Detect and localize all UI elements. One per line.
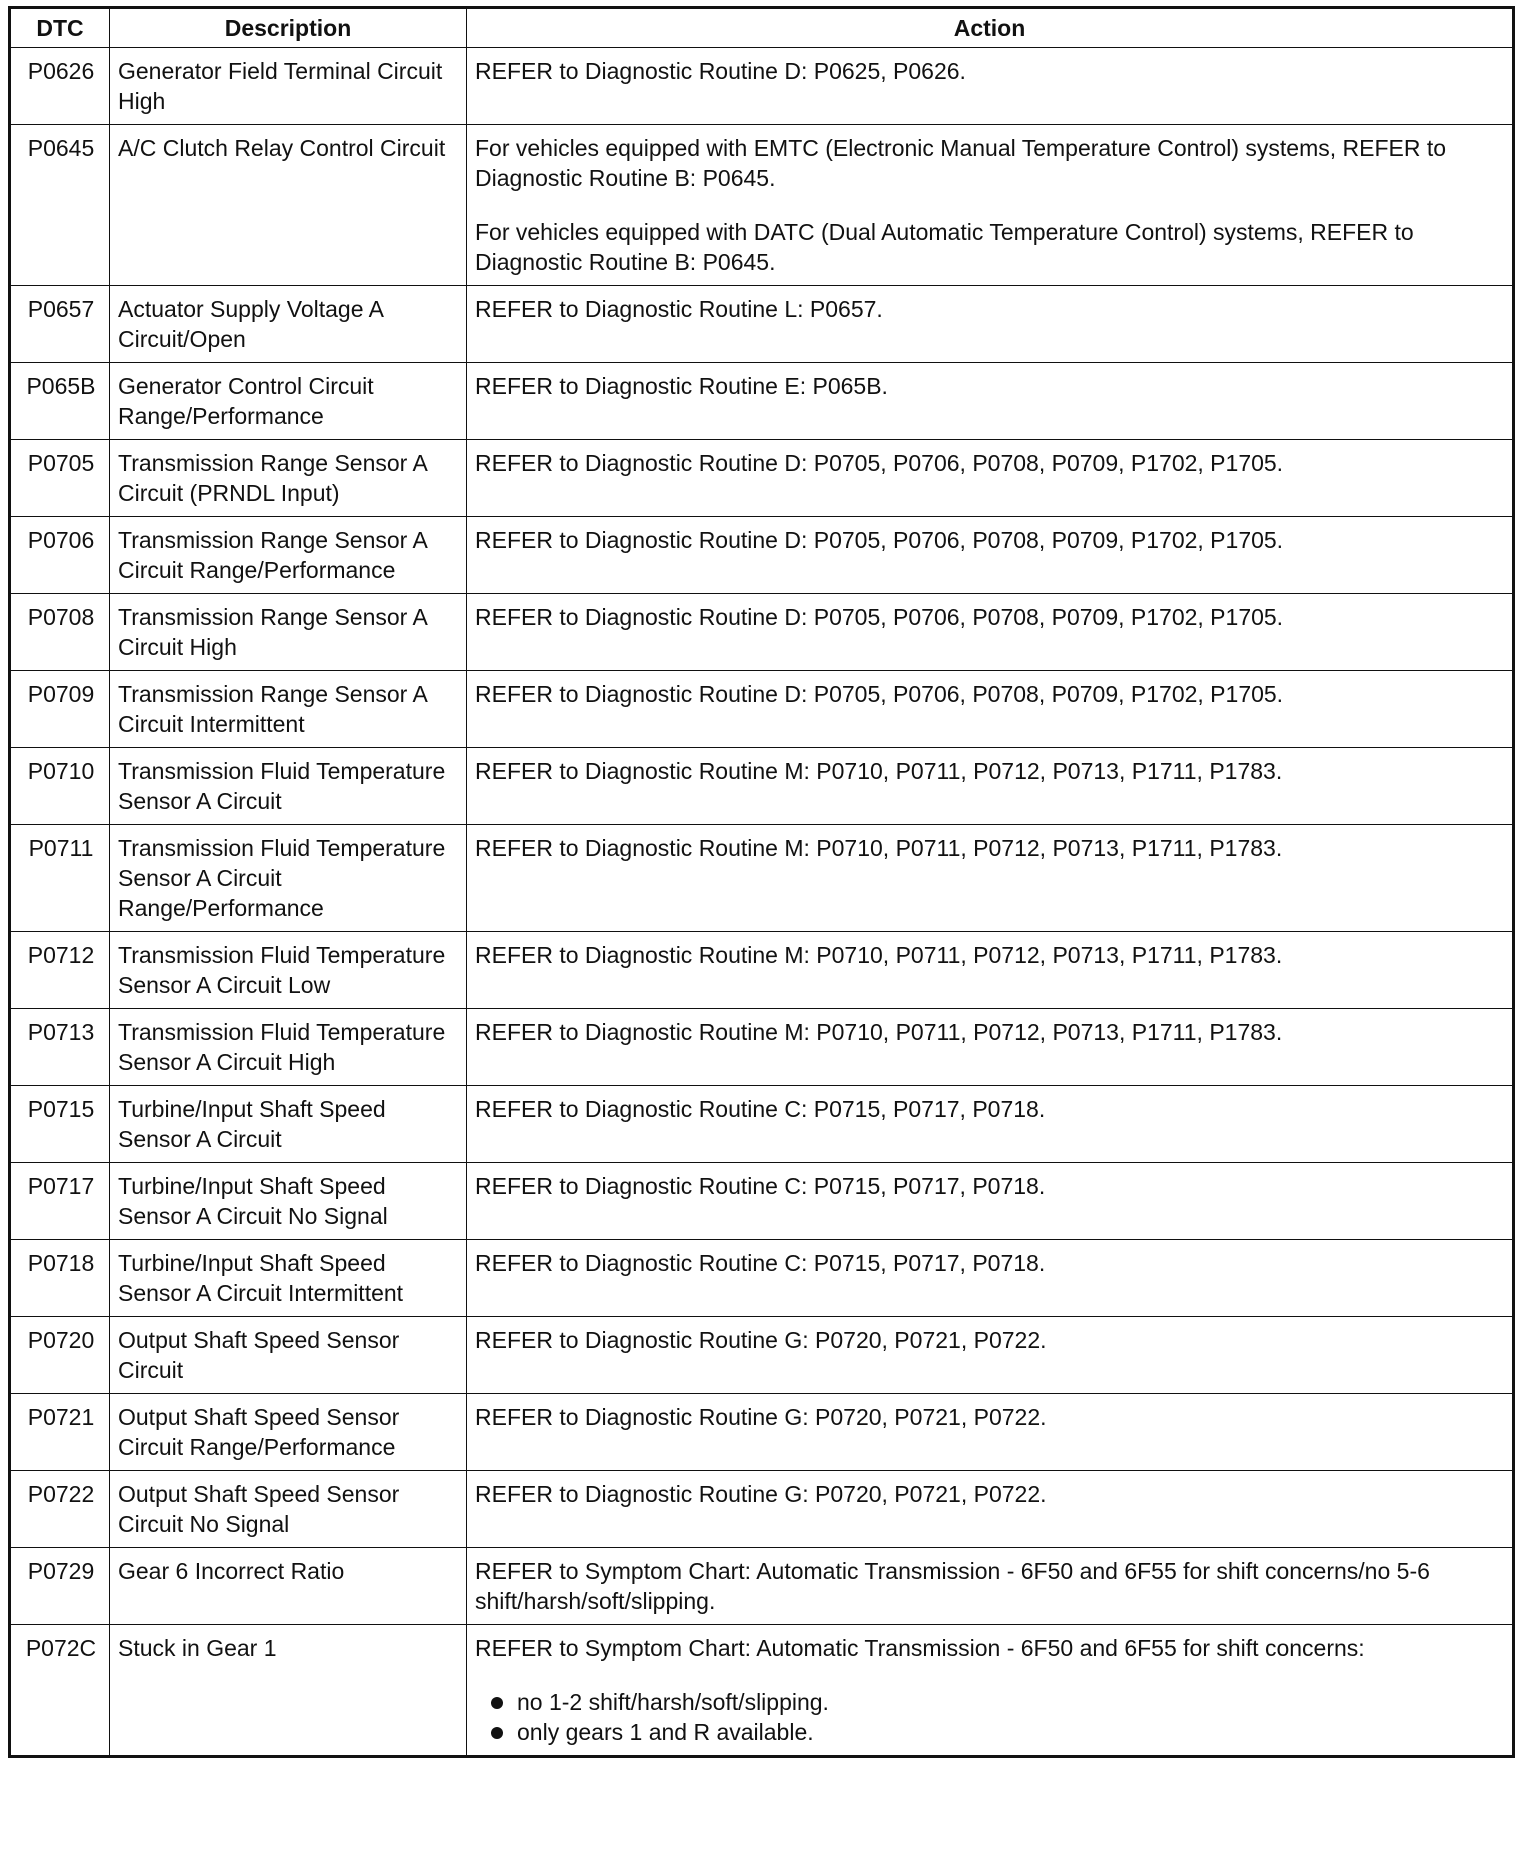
description-cell: Output Shaft Speed Sensor Circuit No Signal (110, 1471, 467, 1548)
table-row (10, 748, 1514, 825)
action-paragraph: For vehicles equipped with DATC (Dual Automatic Temperature Control) systems, REFER to Diagnostic Routine B: P0645. (475, 219, 1414, 275)
action-cell (467, 1394, 1514, 1471)
action-cell (467, 517, 1514, 594)
action-cell (467, 671, 1514, 748)
bullet-item (475, 1687, 1504, 1717)
dtc-code-cell: P0720 (10, 1317, 110, 1394)
description-cell: Generator Control Circuit Range/Performance (110, 363, 467, 440)
table-row (10, 594, 1514, 671)
action-cell (467, 1163, 1514, 1240)
action-paragraph: REFER to Diagnostic Routine E: P065B. (475, 373, 888, 399)
action-cell (467, 594, 1514, 671)
action-cell (467, 748, 1514, 825)
header-action: Action (467, 8, 1514, 48)
dtc-code-cell: P0712 (10, 932, 110, 1009)
bullet-dot-icon (491, 1697, 503, 1709)
dtc-code-cell: P0718 (10, 1240, 110, 1317)
action-cell (467, 1625, 1514, 1757)
action-cell (467, 1471, 1514, 1548)
action-cell (467, 286, 1514, 363)
action-paragraph: REFER to Diagnostic Routine M: P0710, P0711, P0712, P0713, P1711, P1783. (475, 1019, 1283, 1045)
description-cell: Turbine/Input Shaft Speed Sensor A Circuit No Signal (110, 1163, 467, 1240)
description-cell: Stuck in Gear 1 (110, 1625, 467, 1757)
table-body (10, 48, 1514, 1757)
table-row (10, 48, 1514, 125)
action-cell (467, 1548, 1514, 1625)
dtc-code-cell: P0645 (10, 125, 110, 286)
description-cell: Transmission Range Sensor A Circuit Range/Performance (110, 517, 467, 594)
table-row (10, 1240, 1514, 1317)
table-row (10, 1625, 1514, 1757)
header-dtc: DTC (10, 8, 110, 48)
table-row (10, 440, 1514, 517)
action-paragraph: REFER to Diagnostic Routine D: P0625, P0626. (475, 58, 966, 84)
action-paragraph: REFER to Diagnostic Routine D: P0705, P0706, P0708, P0709, P1702, P1705. (475, 604, 1284, 630)
dtc-code-cell: P0713 (10, 1009, 110, 1086)
action-cell (467, 440, 1514, 517)
table-row (10, 1163, 1514, 1240)
dtc-code-cell: P0717 (10, 1163, 110, 1240)
action-paragraph: REFER to Diagnostic Routine C: P0715, P0717, P0718. (475, 1096, 1046, 1122)
table-row (10, 286, 1514, 363)
description-cell: Output Shaft Speed Sensor Circuit (110, 1317, 467, 1394)
action-paragraph: REFER to Symptom Chart: Automatic Transmission - 6F50 and 6F55 for shift concerns: (475, 1635, 1365, 1661)
description-cell: Transmission Fluid Temperature Sensor A Circuit (110, 748, 467, 825)
bullet-item (475, 1717, 1504, 1747)
dtc-code-cell: P0721 (10, 1394, 110, 1471)
description-cell: Transmission Fluid Temperature Sensor A Circuit Range/Performance (110, 825, 467, 932)
description-cell: A/C Clutch Relay Control Circuit (110, 125, 467, 286)
description-cell: Turbine/Input Shaft Speed Sensor A Circuit Intermittent (110, 1240, 467, 1317)
action-cell (467, 825, 1514, 932)
table-row (10, 1548, 1514, 1625)
dtc-code-cell: P0657 (10, 286, 110, 363)
description-cell: Output Shaft Speed Sensor Circuit Range/Performance (110, 1394, 467, 1471)
action-paragraph: REFER to Symptom Chart: Automatic Transmission - 6F50 and 6F55 for shift concerns/no 5-6 shift/harsh/soft/slipping. (475, 1558, 1430, 1614)
dtc-code-cell: P0705 (10, 440, 110, 517)
dtc-code-cell: P0722 (10, 1471, 110, 1548)
table-row (10, 125, 1514, 286)
dtc-code-cell: P0715 (10, 1086, 110, 1163)
description-cell: Transmission Fluid Temperature Sensor A Circuit High (110, 1009, 467, 1086)
dtc-code-cell: P065B (10, 363, 110, 440)
table-row (10, 671, 1514, 748)
bullet-text: no 1-2 shift/harsh/soft/slipping. (517, 1689, 829, 1715)
action-cell (467, 1086, 1514, 1163)
table-row (10, 517, 1514, 594)
description-cell: Turbine/Input Shaft Speed Sensor A Circuit (110, 1086, 467, 1163)
action-paragraph: REFER to Diagnostic Routine G: P0720, P0721, P0722. (475, 1481, 1047, 1507)
description-cell: Transmission Fluid Temperature Sensor A Circuit Low (110, 932, 467, 1009)
action-paragraph: REFER to Diagnostic Routine M: P0710, P0711, P0712, P0713, P1711, P1783. (475, 942, 1283, 968)
description-cell: Gear 6 Incorrect Ratio (110, 1548, 467, 1625)
table-row (10, 1009, 1514, 1086)
action-cell (467, 1317, 1514, 1394)
table-row (10, 1317, 1514, 1394)
description-cell: Transmission Range Sensor A Circuit Intermittent (110, 671, 467, 748)
dtc-code-cell: P0706 (10, 517, 110, 594)
dtc-code-cell: P072C (10, 1625, 110, 1757)
action-paragraph: REFER to Diagnostic Routine D: P0705, P0706, P0708, P0709, P1702, P1705. (475, 681, 1284, 707)
action-cell (467, 125, 1514, 286)
bullet-dot-icon (491, 1727, 503, 1739)
action-paragraph: REFER to Diagnostic Routine C: P0715, P0717, P0718. (475, 1250, 1046, 1276)
action-paragraph: REFER to Diagnostic Routine G: P0720, P0721, P0722. (475, 1404, 1047, 1430)
action-paragraph: REFER to Diagnostic Routine G: P0720, P0721, P0722. (475, 1327, 1047, 1353)
description-cell: Actuator Supply Voltage A Circuit/Open (110, 286, 467, 363)
bullet-text: only gears 1 and R available. (517, 1719, 814, 1745)
table-row (10, 932, 1514, 1009)
dtc-code-cell: P0708 (10, 594, 110, 671)
action-paragraph: For vehicles equipped with EMTC (Electronic Manual Temperature Control) systems, REFER to Diagnostic Routine B: P0645. (475, 135, 1447, 191)
table-row (10, 1086, 1514, 1163)
action-cell (467, 1009, 1514, 1086)
description-cell: Transmission Range Sensor A Circuit (PRNDL Input) (110, 440, 467, 517)
dtc-code-cell: P0710 (10, 748, 110, 825)
table-row (10, 1471, 1514, 1548)
table-row (10, 825, 1514, 932)
action-paragraph: REFER to Diagnostic Routine L: P0657. (475, 296, 883, 322)
action-paragraph: REFER to Diagnostic Routine D: P0705, P0706, P0708, P0709, P1702, P1705. (475, 527, 1284, 553)
action-cell (467, 363, 1514, 440)
description-cell: Transmission Range Sensor A Circuit High (110, 594, 467, 671)
description-cell: Generator Field Terminal Circuit High (110, 48, 467, 125)
header-description: Description (110, 8, 467, 48)
table-row (10, 363, 1514, 440)
action-paragraph: REFER to Diagnostic Routine M: P0710, P0711, P0712, P0713, P1711, P1783. (475, 758, 1283, 784)
action-paragraph: REFER to Diagnostic Routine M: P0710, P0711, P0712, P0713, P1711, P1783. (475, 835, 1283, 861)
action-bullet-list (475, 1687, 1504, 1747)
table-row (10, 1394, 1514, 1471)
dtc-code-cell: P0711 (10, 825, 110, 932)
action-paragraph: REFER to Diagnostic Routine D: P0705, P0706, P0708, P0709, P1702, P1705. (475, 450, 1284, 476)
action-cell (467, 1240, 1514, 1317)
dtc-code-cell: P0709 (10, 671, 110, 748)
action-cell (467, 48, 1514, 125)
table-header-row (10, 8, 1514, 48)
dtc-code-cell: P0626 (10, 48, 110, 125)
action-paragraph: REFER to Diagnostic Routine C: P0715, P0717, P0718. (475, 1173, 1046, 1199)
action-cell (467, 932, 1514, 1009)
dtc-table (8, 6, 1515, 1758)
dtc-code-cell: P0729 (10, 1548, 110, 1625)
